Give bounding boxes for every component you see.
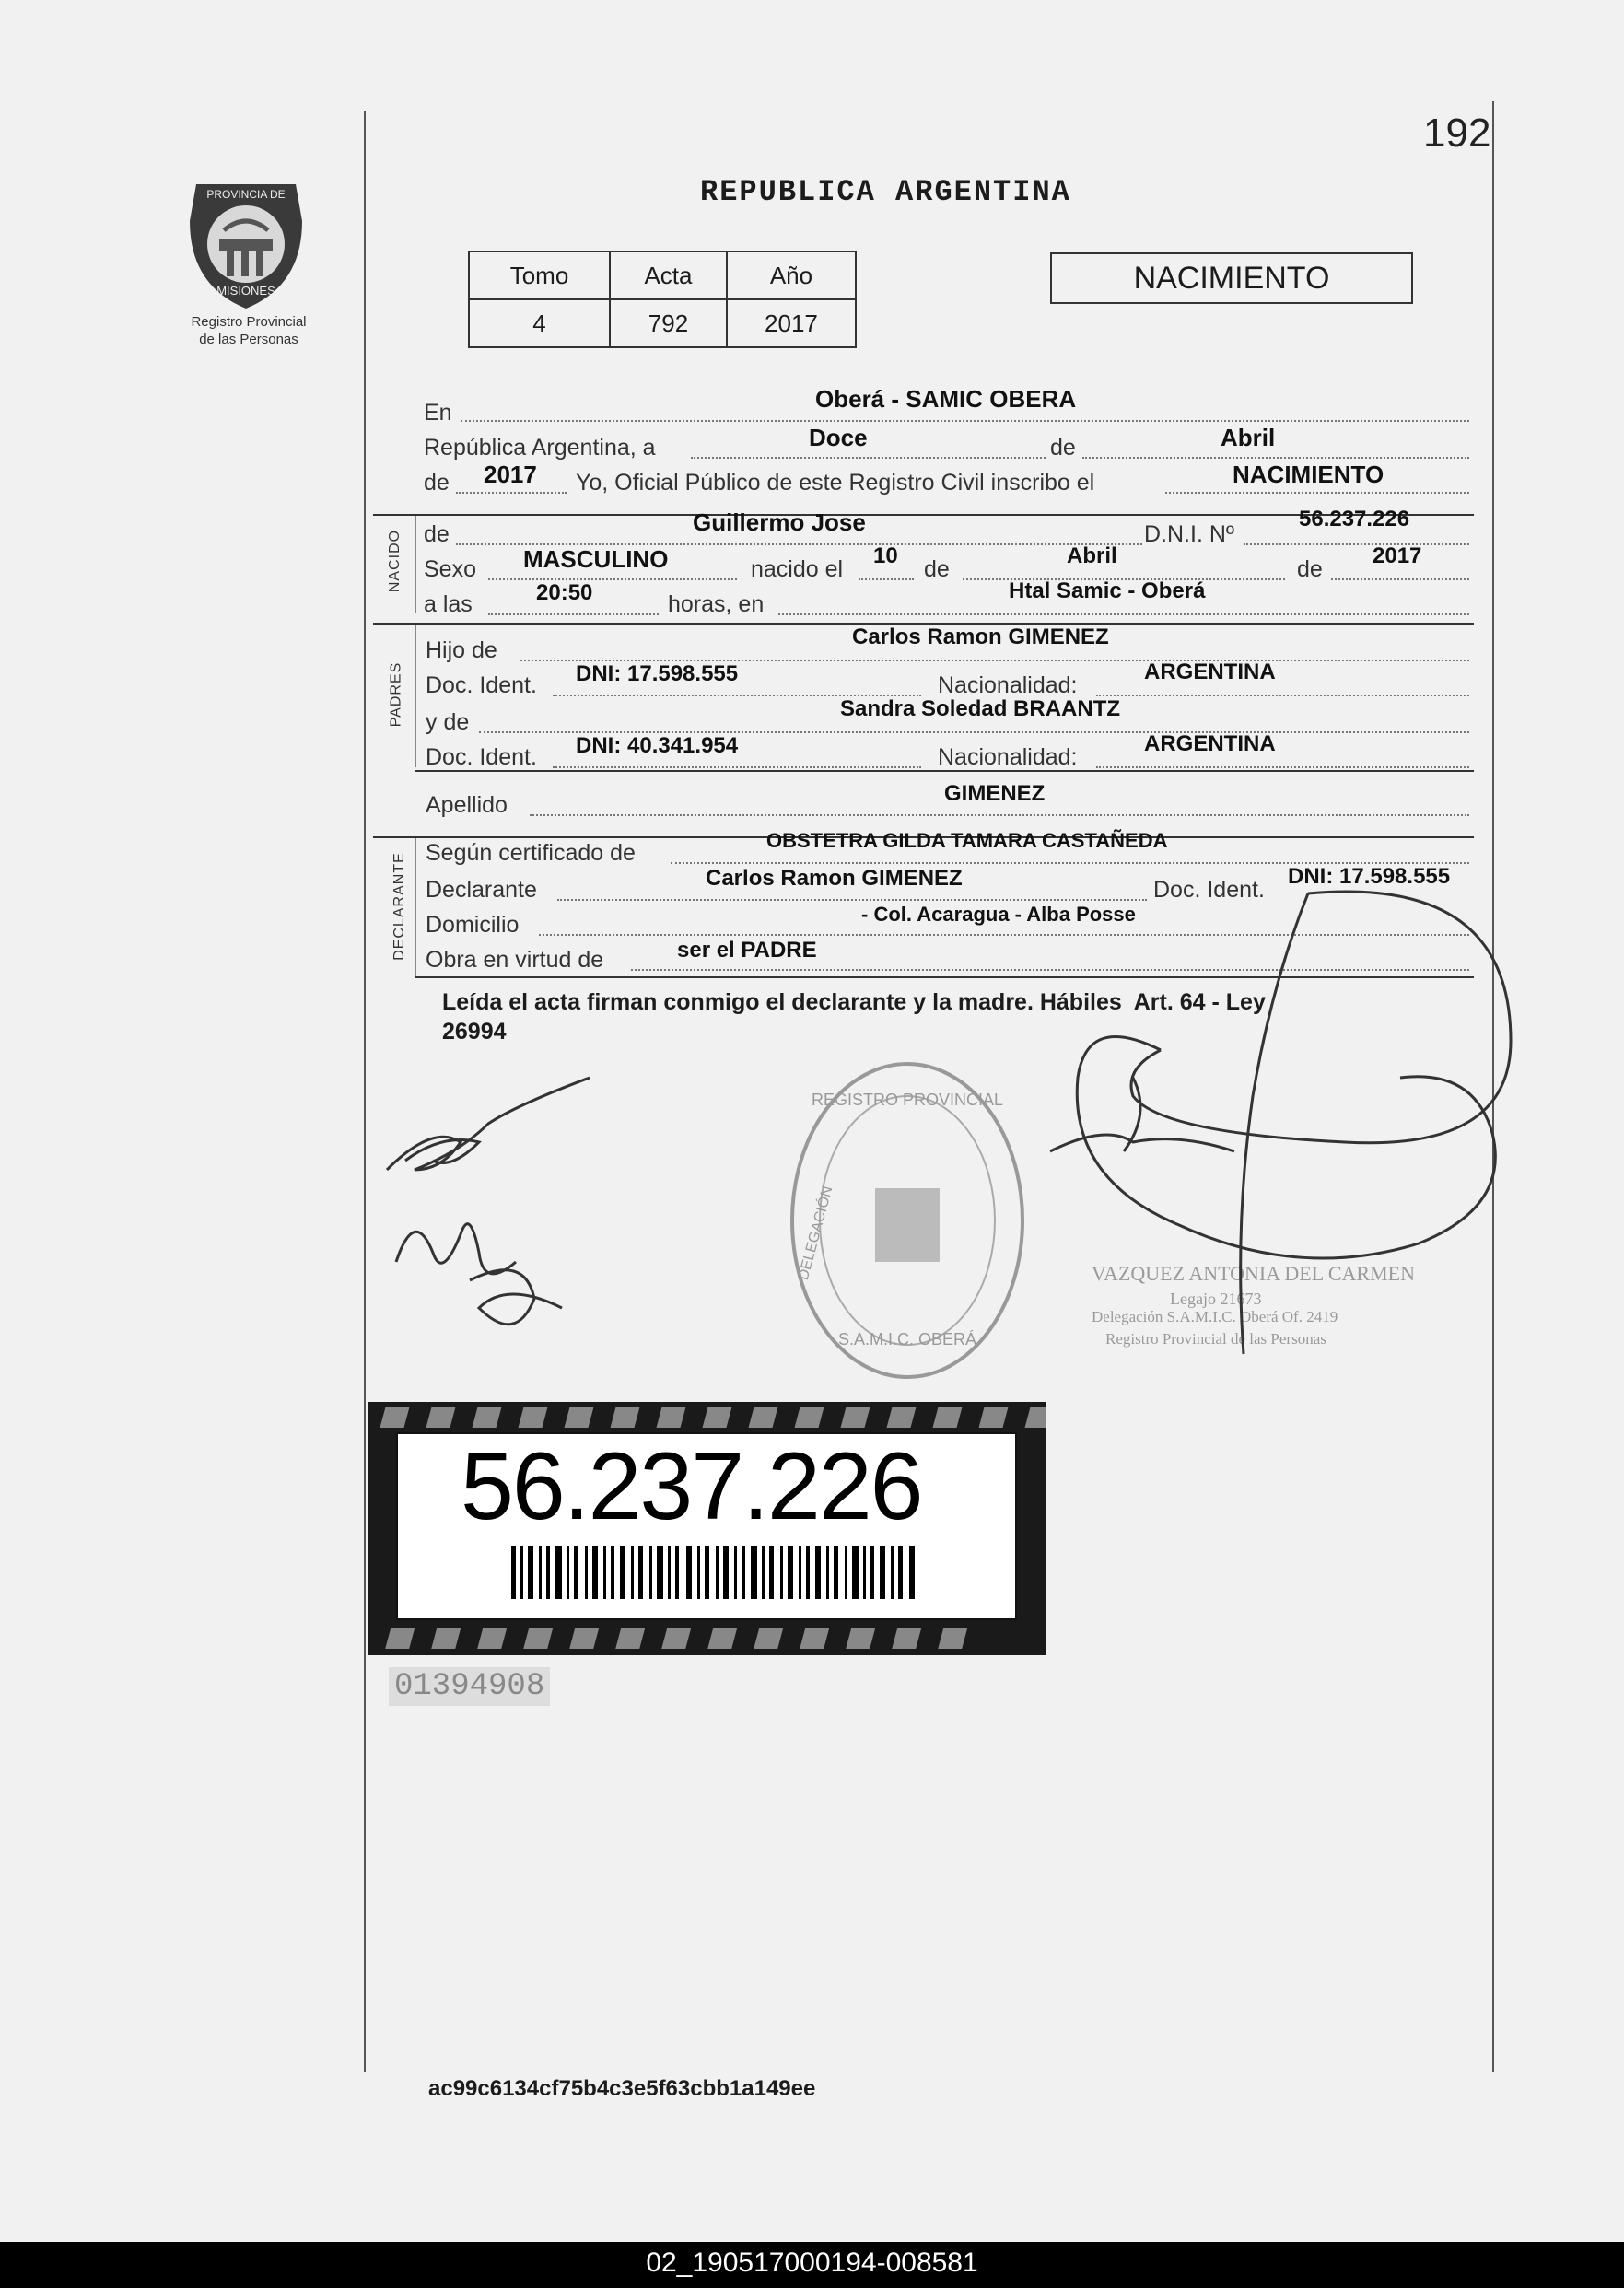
dotted-line <box>553 765 921 768</box>
record-table-value-row <box>469 299 856 347</box>
declarante-doc: DNI: 17.598.555 <box>1288 864 1451 889</box>
apellido-value: GIMENEZ <box>944 781 1046 806</box>
left-margin-line <box>364 111 366 2072</box>
inscribo-value: NACIMIENTO <box>1233 461 1384 488</box>
de3-label: de <box>424 521 450 547</box>
dotted-line <box>1082 455 1469 459</box>
father-nat: ARGENTINA <box>1144 660 1276 684</box>
official-stamp-line3: Delegación S.A.M.I.C. Oberá Of. 2419 <box>1092 1308 1338 1325</box>
record-table <box>468 251 857 348</box>
horas-label: horas, en <box>668 591 765 617</box>
certificado-value: OBSTETRA GILDA TAMARA CASTAÑEDA <box>766 829 1168 852</box>
father-name: Carlos Ramon GIMENEZ <box>852 625 1109 649</box>
dotted-line <box>1331 577 1469 580</box>
record-table-cell: 4 <box>469 299 610 347</box>
nacido-label: nacido el <box>751 556 844 582</box>
section-side-line <box>415 625 416 767</box>
day-value: Doce <box>809 424 868 451</box>
en-value: Oberá - SAMIC OBERA <box>815 385 1077 413</box>
official-stamp-line2: Legajo 21673 <box>1170 1290 1262 1308</box>
dotted-line <box>859 577 914 580</box>
barcode-icon <box>511 1546 917 1599</box>
dotted-line <box>530 812 1469 816</box>
dotted-line <box>1096 693 1469 696</box>
section-label-padres: PADRES <box>388 661 404 728</box>
dotted-line <box>1165 490 1469 494</box>
dotted-line <box>488 612 659 615</box>
closing-note-line2: 26994 <box>442 1019 507 1045</box>
record-table-header: Acta <box>610 251 727 299</box>
nac2-label: Nacionalidad: <box>938 744 1078 770</box>
birth-place: Htal Samic - Oberá <box>1009 578 1206 603</box>
dotted-line <box>461 418 1469 422</box>
registry-caption-line2: de las Personas <box>199 332 298 347</box>
dotted-line <box>488 577 737 580</box>
official-stamp-line4: Registro Provincial de las Personas <box>1105 1330 1326 1348</box>
signature-left-icon <box>378 1068 599 1363</box>
father-doc: DNI: 17.598.555 <box>576 661 739 686</box>
de-label: de <box>1050 435 1076 461</box>
yde-label: y de <box>426 709 470 735</box>
record-type-box: NACIMIENTO <box>1050 252 1413 304</box>
declarante-value: Carlos Ramon GIMENEZ <box>706 866 963 891</box>
section-label-nacido: NACIDO <box>387 529 403 593</box>
dotted-line <box>691 455 1046 459</box>
oficial-text: Yo, Oficial Público de este Registro Civil inscribo el <box>576 470 1095 496</box>
dotted-line <box>1244 542 1469 545</box>
mother-name: Sandra Soledad BRAANTZ <box>840 696 1121 721</box>
serial-number: 01394908 <box>389 1667 550 1706</box>
birth-year: 2017 <box>1373 543 1422 568</box>
de4-label: de <box>924 556 950 582</box>
page-number: 192 <box>1423 111 1491 156</box>
signature-right-icon <box>995 857 1529 1372</box>
footer-id: 02_190517000194-008581 <box>646 2247 978 2278</box>
de2-label: de <box>424 470 450 496</box>
document-hash: ac99c6134cf75b4c3e5f63cbb1a149ee <box>428 2076 816 2101</box>
certificado-label: Según certificado de <box>426 840 636 866</box>
mother-nat: ARGENTINA <box>1144 731 1276 756</box>
hijo-label: Hijo de <box>426 637 497 663</box>
republica-label: República Argentina, a <box>424 435 656 461</box>
section-divider <box>415 770 1474 772</box>
birth-day: 10 <box>873 543 898 568</box>
domicilio-value: - Col. Acaragua - Alba Posse <box>861 903 1136 926</box>
child-name: Guillermo Jose <box>693 508 866 536</box>
seal-top-text: REGISTRO PROVINCIAL <box>811 1091 1004 1109</box>
declarante-label: Declarante <box>426 877 537 903</box>
birth-time: 20:50 <box>536 580 593 605</box>
dni-label-number: 56.237.226 <box>461 1433 922 1540</box>
en-label: En <box>424 400 452 426</box>
year-value: 2017 <box>484 461 537 488</box>
de5-label: de <box>1297 556 1323 582</box>
doc-label: Doc. Ident. <box>426 672 537 698</box>
logo-bottom-text: MISIONES <box>216 284 275 298</box>
alas-label: a las <box>424 591 473 617</box>
sexo-value: MASCULINO <box>523 545 669 573</box>
section-side-line <box>415 838 416 976</box>
dotted-line <box>456 490 567 494</box>
record-table-header: Tomo <box>469 251 610 299</box>
record-table-header: Año <box>727 251 856 299</box>
obra-value: ser el PADRE <box>677 938 817 963</box>
dni-label: D.N.I. Nº <box>1144 521 1235 547</box>
record-table-cell: 792 <box>610 299 727 347</box>
child-dni: 56.237.226 <box>1299 507 1410 531</box>
apellido-label: Apellido <box>426 792 508 818</box>
record-table-cell: 2017 <box>727 299 856 347</box>
obra-label: Obra en virtud de <box>426 947 604 973</box>
domicilio-label: Domicilio <box>426 912 520 938</box>
section-side-line <box>415 516 416 613</box>
registry-caption-line1: Registro Provincial <box>191 314 307 330</box>
page-title: REPUBLICA ARGENTINA <box>700 175 1071 209</box>
closing-note-line1: Leída el acta firman conmigo el declarante y la madre. Hábiles Art. 64 - Ley <box>442 989 1266 1015</box>
record-table-header-row <box>469 251 856 299</box>
birth-month: Abril <box>1067 543 1117 568</box>
month-value: Abril <box>1221 424 1276 451</box>
dotted-line <box>778 612 1469 615</box>
doc3-label: Doc. Ident. <box>1153 877 1265 903</box>
official-stamp-line1: VAZQUEZ ANTONIA DEL CARMEN <box>1092 1262 1415 1285</box>
registry-caption <box>157 313 341 348</box>
sexo-label: Sexo <box>424 556 476 582</box>
mother-doc: DNI: 40.341.954 <box>576 733 739 758</box>
seal-left-text: DELEGACIÓN <box>795 1184 836 1282</box>
logo-top-text: PROVINCIA DE <box>206 188 286 201</box>
dotted-line <box>1096 765 1469 768</box>
province-logo-icon <box>182 166 310 313</box>
section-label-declarante: DECLARANTE <box>391 852 407 961</box>
seal-bottom-text: S.A.M.I.C. OBERÁ <box>837 1330 977 1348</box>
nac-label: Nacionalidad: <box>938 672 1078 698</box>
doc2-label: Doc. Ident. <box>426 744 537 770</box>
